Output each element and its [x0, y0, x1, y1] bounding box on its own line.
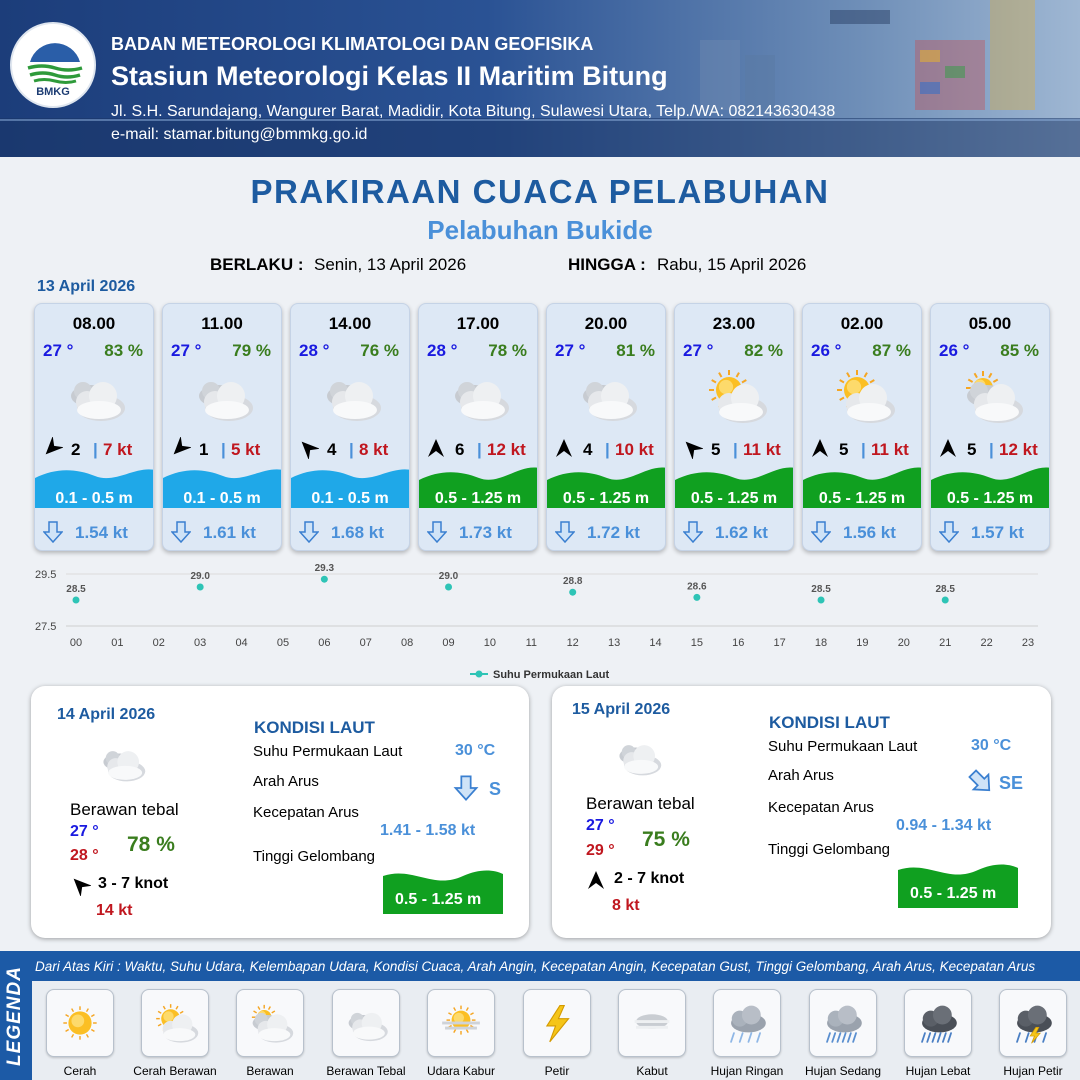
chart-x-tick-label: 04 [235, 637, 248, 649]
card-gust: 11 kt [743, 440, 781, 459]
weather-icon [695, 366, 775, 426]
card-time: 20.00 [584, 314, 628, 333]
agency-name: BADAN METEOROLOGI KLIMATOLOGI DAN GEOFISIKA [111, 34, 594, 54]
chart-x-tick-label: 08 [401, 637, 414, 649]
thunderstorm-icon [1004, 994, 1062, 1052]
current-direction-icon [427, 520, 447, 544]
legend-label: Hujan Petir [1003, 1064, 1063, 1078]
legend-side-label [0, 951, 30, 1080]
day-temp-min: 27 ° [586, 817, 615, 834]
day-wind-range: 3 - 7 knot [98, 875, 169, 892]
legend-item-kabut [609, 989, 695, 1078]
current-direction-icon [555, 520, 575, 544]
hourly-card [674, 303, 794, 551]
day-condition: Berawan tebal [586, 794, 695, 813]
valid-to-label: HINGGA : [568, 255, 646, 274]
legend-item-hujan-sedang [800, 989, 886, 1078]
chart-x-tick-label: 09 [442, 637, 455, 649]
card-wind-speed: 4 [327, 440, 337, 459]
legend-label: Hujan Sedang [804, 1064, 882, 1078]
chart-x-tick-label: 17 [773, 637, 786, 649]
legend-item-petir [514, 989, 600, 1078]
wind-direction-icon [553, 437, 575, 459]
card-wind-speed: 4 [583, 440, 593, 459]
chart-x-tick-label: 00 [69, 637, 83, 649]
legend-item-cerah [37, 989, 123, 1078]
card-current-speed: 1.56 kt [843, 523, 896, 542]
legend-icons [32, 981, 1080, 1080]
header-banner [0, 0, 1080, 157]
chart-data-point [73, 597, 80, 604]
wind-direction-icon [585, 869, 607, 891]
gust-separator: | [605, 440, 610, 459]
legend-label: Kabut [636, 1064, 668, 1078]
card-current-speed: 1.73 kt [459, 523, 512, 542]
chart-y-tick-label: 27.5 [35, 621, 57, 633]
station-name: Stasiun Meteorologi Kelas II Maritim Bitung [111, 61, 668, 91]
gust-separator: | [93, 440, 98, 459]
gust-separator: | [221, 440, 226, 459]
chart-data-point [445, 584, 452, 591]
day-gust: 14 kt [96, 902, 133, 919]
card-wave-height: 0.5 - 1.25 m [434, 490, 522, 507]
wind-direction-icon [169, 437, 191, 459]
legend-label: Udara Kabur [426, 1064, 496, 1078]
day-humidity: 78 % [127, 833, 175, 856]
chart-x-tick-label: 11 [525, 637, 538, 649]
card-time: 23.00 [712, 314, 756, 333]
legend-label: Cerah Berawan [133, 1064, 217, 1078]
card-humidity: 85 % [1000, 341, 1039, 360]
current-direction-icon [939, 520, 959, 544]
chart-x-tick-label: 10 [483, 637, 497, 649]
valid-to-value: Rabu, 15 April 2026 [657, 255, 807, 274]
current-direction-value: SE [999, 773, 1024, 793]
card-wind-speed: 5 [967, 440, 977, 459]
gust-separator: | [989, 440, 994, 459]
legend-item-udara-kabur [418, 989, 504, 1078]
card-temperature: 26 ° [939, 341, 970, 360]
chart-y-tick-label: 29.5 [35, 569, 57, 581]
chart-data-point [197, 584, 204, 591]
wind-direction-icon [297, 437, 319, 459]
card-wind-speed: 2 [71, 440, 81, 459]
current-direction-icon [453, 774, 479, 802]
card-humidity: 79 % [232, 341, 271, 360]
wind-direction-icon [41, 437, 63, 459]
card-gust: 10 kt [615, 440, 654, 459]
card-wave-height: 0.5 - 1.25 m [562, 490, 650, 507]
chart-x-tick-label: 01 [111, 637, 124, 649]
gust-separator: | [477, 440, 482, 459]
current-speed-value: 0.94 - 1.34 kt [896, 817, 992, 834]
day-temp-max: 29 ° [586, 842, 615, 859]
card-wave-height: 0.1 - 0.5 m [55, 490, 133, 507]
legend-label: Petir [544, 1064, 570, 1078]
weather-icon [311, 366, 391, 426]
card-time: 05.00 [968, 314, 1012, 333]
heavy-rain-icon [909, 994, 967, 1052]
card-humidity: 76 % [360, 341, 399, 360]
chart-data-point [569, 589, 576, 596]
chart-x-tick-label: 16 [732, 637, 745, 649]
hourly-card [290, 303, 410, 551]
chart-x-tick-label: 15 [690, 637, 703, 649]
day-temp-max: 28 ° [70, 847, 99, 864]
chart-x-tick-label: 13 [607, 637, 621, 649]
day-wave-height: 0.5 - 1.25 m [910, 885, 997, 902]
current-direction-icon [171, 520, 191, 544]
day-wave-height: 0.5 - 1.25 m [395, 891, 482, 908]
card-wave-height: 0.5 - 1.25 m [690, 490, 778, 507]
legend-label: Hujan Lebat [905, 1064, 971, 1078]
valid-from-value: Senin, 13 April 2026 [314, 255, 467, 274]
sst-label: Suhu Permukaan Laut [768, 738, 918, 755]
chart-data-label: 28.6 [687, 581, 707, 593]
current-speed-label: Kecepatan Arus [253, 804, 359, 821]
gust-separator: | [861, 440, 866, 459]
sea-condition-heading: KONDISI LAUT [254, 718, 375, 737]
gust-separator: | [349, 440, 354, 459]
legend-description: Dari Atas Kiri : Waktu, Suhu Udara, Kelembapan Udara, Kondisi Cuaca, Arah Angin, Kecepatan Angin, Kecepatan Gust, Tinggi Gelombang, Arah Arus, Kecepatan Arus [35, 959, 1036, 974]
card-wind-speed: 5 [839, 440, 849, 459]
sea-condition-heading: KONDISI LAUT [769, 713, 890, 732]
current-direction-icon [299, 520, 319, 544]
sea-surface-temperature-chart [30, 560, 1050, 685]
legend [0, 951, 1080, 1080]
chart-data-label: 28.8 [562, 576, 583, 588]
current-direction-icon [43, 520, 63, 544]
card-current-speed: 1.72 kt [587, 523, 640, 542]
chart-data-label: 29.0 [438, 571, 459, 582]
chart-x-tick-label: 23 [1021, 637, 1035, 649]
chart-legend-marker [476, 671, 483, 678]
card-temperature: 27 ° [683, 341, 714, 360]
legend-label: Cerah [63, 1064, 97, 1078]
card-current-speed: 1.54 kt [75, 523, 128, 542]
card-wind-speed: 1 [199, 440, 209, 459]
chart-data-label: 29.0 [190, 571, 210, 582]
overcast-icon [337, 994, 395, 1052]
sst-label: Suhu Permukaan Laut [253, 743, 403, 760]
chart-x-tick-label: 03 [194, 637, 207, 649]
legend-title: LEGENDA [4, 965, 25, 1066]
chart-x-tick-label: 21 [939, 637, 952, 649]
chart-data-point [818, 597, 825, 604]
chart-x-tick-label: 20 [897, 637, 910, 649]
weather-icon [55, 366, 135, 426]
chart-legend-label: Suhu Permukaan Laut [493, 669, 610, 681]
wind-direction-icon [425, 437, 447, 459]
lightning-icon [528, 994, 586, 1052]
weather-icon [567, 366, 647, 426]
chart-data-point [693, 594, 700, 601]
card-temperature: 28 ° [299, 341, 330, 360]
legend-item-hujan-lebat [895, 989, 981, 1078]
sun-icon [51, 994, 109, 1052]
weather-icon [91, 738, 153, 786]
day-date: 14 April 2026 [57, 706, 156, 723]
legend-item-cerah-berawan [132, 989, 218, 1078]
day-panel-14-april [31, 686, 529, 938]
card-wind-speed: 6 [455, 440, 465, 459]
card-gust: 5 kt [231, 440, 261, 459]
current-speed-value: 1.41 - 1.58 kt [380, 822, 476, 839]
wave-height-label: Tinggi Gelombang [768, 841, 891, 858]
card-wave-height: 0.5 - 1.25 m [946, 490, 1034, 507]
chart-x-tick-label: 02 [152, 637, 165, 649]
logo-text: BMKG [36, 86, 70, 98]
card-gust: 7 kt [103, 440, 133, 459]
gust-separator: | [733, 440, 738, 459]
chart-data-label: 28.5 [66, 584, 86, 595]
chart-x-tick-label: 05 [276, 637, 290, 649]
card-wave-height: 0.5 - 1.25 m [818, 490, 906, 507]
day-wind-range: 2 - 7 knot [614, 870, 685, 887]
sun-cloud-icon [146, 994, 204, 1052]
current-direction-icon [811, 520, 831, 544]
hourly-card [930, 303, 1050, 551]
station-address: Jl. S.H. Sarundajang, Wangurer Barat, Madidir, Kota Bitung, Sulawesi Utara, Telp./WA: 082143630438 [111, 103, 836, 120]
card-time: 08.00 [72, 314, 116, 333]
sst-value: 30 °C [455, 742, 496, 759]
cloud-icon [241, 994, 299, 1052]
current-direction-label: Arah Arus [768, 767, 834, 784]
weather-icon [183, 366, 263, 426]
legend-item-berawan-tebal [323, 989, 409, 1078]
wind-direction-icon [69, 874, 91, 896]
wind-direction-icon [809, 437, 831, 459]
day-gust: 8 kt [612, 897, 640, 914]
weather-icon [951, 366, 1031, 426]
day-panel-15-april [552, 686, 1051, 938]
card-time: 17.00 [456, 314, 500, 333]
wave-height-label: Tinggi Gelombang [253, 848, 376, 865]
current-direction-icon [683, 520, 703, 544]
card-temperature: 27 ° [43, 341, 74, 360]
chart-x-tick-label: 22 [980, 637, 993, 649]
card-time: 02.00 [840, 314, 884, 333]
card-humidity: 78 % [488, 341, 527, 360]
chart-x-tick-label: 18 [814, 637, 828, 649]
legend-item-hujan-petir [990, 989, 1076, 1078]
day-date: 15 April 2026 [572, 701, 671, 718]
card-time: 11.00 [201, 314, 243, 333]
legend-label: Berawan [246, 1064, 294, 1078]
chart-x-tick-label: 06 [318, 637, 331, 649]
day-humidity: 75 % [642, 828, 690, 851]
card-current-speed: 1.68 kt [331, 523, 384, 542]
card-wave-height: 0.1 - 0.5 m [183, 490, 261, 507]
card-gust: 12 kt [487, 440, 526, 459]
card-temperature: 26 ° [811, 341, 842, 360]
hourly-card [34, 303, 154, 551]
chart-data-point [321, 576, 328, 583]
station-email: e-mail: stamar.bitung@bmmkg.go.id [111, 126, 368, 143]
day-condition: Berawan tebal [70, 800, 179, 819]
valid-from-label: BERLAKU : [210, 255, 304, 274]
legend-item-hujan-ringan [704, 989, 790, 1078]
card-wave-height: 0.1 - 0.5 m [311, 490, 389, 507]
card-humidity: 83 % [104, 341, 143, 360]
hourly-card [418, 303, 538, 551]
card-temperature: 27 ° [555, 341, 586, 360]
weather-icon [607, 732, 669, 780]
current-direction-value: S [489, 779, 502, 799]
wind-direction-icon [937, 437, 959, 459]
chart-data-label: 29.3 [314, 563, 335, 575]
chart-data-point [942, 597, 949, 604]
weather-icon [823, 366, 903, 426]
chart-data-label: 28.5 [935, 584, 955, 595]
chart-data-label: 28.5 [811, 584, 831, 595]
day1-date: 13 April 2026 [37, 278, 136, 295]
legend-label: Hujan Ringan [710, 1064, 784, 1078]
chart-x-tick-label: 12 [566, 637, 579, 649]
card-gust: 8 kt [359, 440, 389, 459]
card-wind-speed: 5 [711, 440, 721, 459]
bmkg-logo [10, 22, 96, 108]
legend-label: Berawan Tebal [326, 1064, 406, 1078]
page-subtitle: Pelabuhan Bukide [427, 215, 653, 245]
card-humidity: 81 % [616, 341, 655, 360]
current-direction-label: Arah Arus [253, 773, 319, 790]
haze-icon [432, 994, 490, 1052]
card-time: 14.00 [328, 314, 372, 333]
weather-icon [439, 366, 519, 426]
card-humidity: 87 % [872, 341, 911, 360]
chart-x-tick-label: 07 [359, 637, 372, 649]
fog-icon [623, 994, 681, 1052]
legend-item-berawan [227, 989, 313, 1078]
card-gust: 11 kt [871, 440, 909, 459]
card-current-speed: 1.62 kt [715, 523, 768, 542]
moderate-rain-icon [814, 994, 872, 1052]
card-temperature: 27 ° [171, 341, 202, 360]
chart-x-tick-label: 19 [856, 637, 869, 649]
light-rain-icon [718, 994, 776, 1052]
card-humidity: 82 % [744, 341, 783, 360]
current-direction-icon [968, 768, 994, 796]
card-current-speed: 1.57 kt [971, 523, 1024, 542]
hourly-card [546, 303, 666, 551]
card-current-speed: 1.61 kt [203, 523, 256, 542]
page-title: PRAKIRAAN CUACA PELABUHAN [250, 173, 830, 210]
hourly-card [802, 303, 922, 551]
sst-value: 30 °C [971, 737, 1012, 754]
chart-x-tick-label: 14 [649, 637, 662, 649]
card-temperature: 28 ° [427, 341, 458, 360]
current-speed-label: Kecepatan Arus [768, 799, 874, 816]
day-temp-min: 27 ° [70, 823, 99, 840]
card-gust: 12 kt [999, 440, 1038, 459]
wind-direction-icon [681, 437, 703, 459]
hourly-card [162, 303, 282, 551]
